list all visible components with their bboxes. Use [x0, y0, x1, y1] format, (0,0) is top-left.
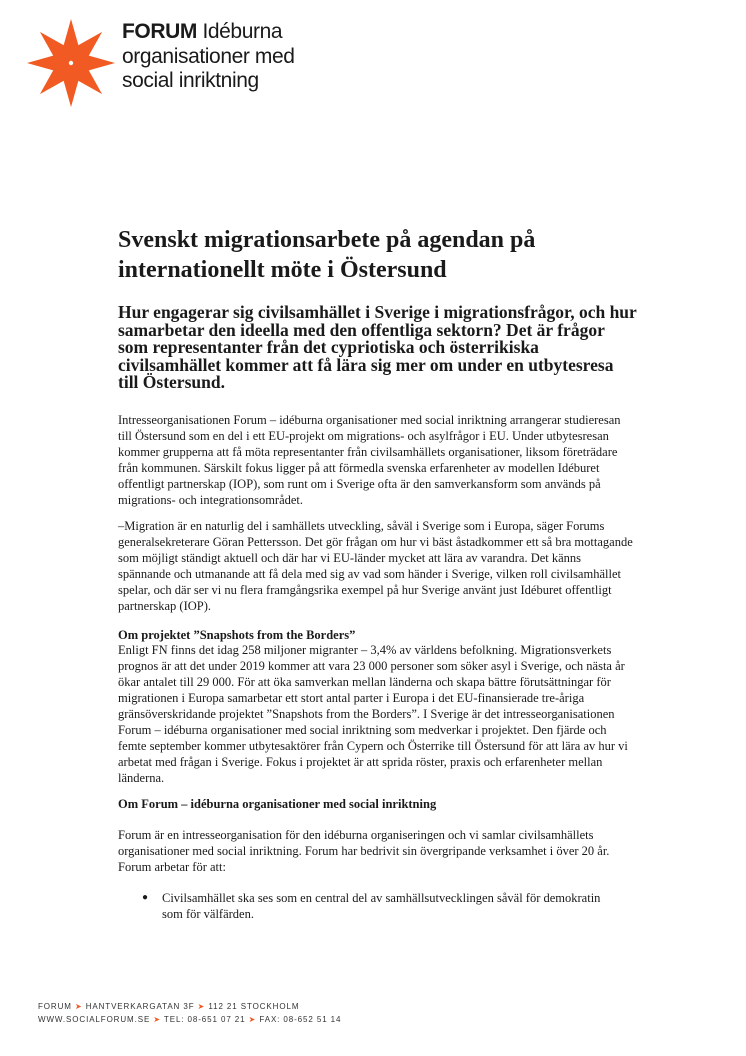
- bullet-text: Civilsamhället ska ses som en central del av samhällsutvecklingen såväl för demokratin som för välfärden.: [162, 891, 601, 921]
- logo-line3: social inriktning: [122, 69, 259, 92]
- logo-wordmark: [122, 20, 295, 94]
- arrow-icon: ➤: [74, 1002, 83, 1011]
- page-footer: [38, 1000, 341, 1026]
- footer-phone: TEL: 08-651 07 21: [163, 1015, 246, 1024]
- logo-line1: Idéburna: [202, 20, 283, 43]
- list-item: [142, 890, 622, 922]
- footer-city: 112 21 STOCKHOLM: [208, 1002, 300, 1011]
- footer-fax: FAX: 08-652 51 14: [259, 1015, 342, 1024]
- footer-org: FORUM: [38, 1002, 72, 1011]
- logo-brand: FORUM: [122, 20, 197, 43]
- document-title: Svenskt migrationsarbete på agendan på internationellt möte i Östersund: [118, 227, 536, 283]
- heading-project: Om projektet ”Snapshots from the Borders”: [118, 628, 356, 642]
- bullet-dot-icon: ●: [142, 892, 149, 903]
- paragraph-intro: Intresseorganisationen Forum – idéburna organisationer med social inriktning arrangerar studieresan till Östersund som en del i ett EU-projekt om migrations- och asylfrågor i EU. Under utbytesresan kommer grupperna att få möta representanter från civilsamhällets organisationer, liksom företrädare från kommunen. Särskilt fokus ligger på att förmedla svenska erfarenheter av modellen Idéburet offentligt partnerskap (IOP), som runt om i Sverige ofta är den samverkansform som används på migrations- och integrationsområdet.: [118, 413, 621, 507]
- arrow-icon: ➤: [153, 1015, 161, 1024]
- paragraph-about-forum: Forum är en intresseorganisation för den idéburna organiseringen och vi samlar civilsamhällets organisationer med social inriktning. Forum har bedrivit sin övergripande verksamhet i över 20 år. Forum arbetar för att:: [118, 828, 610, 874]
- paragraph-project: Enligt FN finns det idag 258 miljoner migranter – 3,4% av världens befolkning. Migrationsverkets prognos är att det under 2019 kommer att vara 23 000 personer som söker asyl i Sverige, och nästa år ökar antalet till 29 000. För att öka samverkan mellan länderna och skapa bättre förutsättningar för migrationen i Europa samarbetar ett stort antal parter i Europa i det EU-finansierade tre-åriga gränsöverskridande projektet ”Snapshots from the Borders”. I Sverige är det intresseorganisationen Forum – idéburna organisationer med social inriktning som medverkar i projektet. Den fjärde och femte september kommer utbytesaktörer från Cypern och Österrike till Östersund för att lära av hur vi arbetat med frågan i Sverige. Fokus i projektet är att sprida röster, praxis och erfarenheter mellan länderna.: [118, 643, 628, 785]
- paragraph-quote: –Migration är en naturlig del i samhällets utveckling, såväl i Sverige som i Europa, säger Forums generalsekreterare Göran Pettersson. Det gör frågan om hur vi bäst åstadkommer ett så bra mottagande som möjligt ständigt aktuell och där har vi EU-länder mycket att lära av varandra. Det känns spännande och utmanande att få dela med sig av vad som händer i Sverige, vilken roll civilsamhället spelar, och där ser vi nu flera framgångsrika exempel på hur Sverige använt just Idéburet offentligt partnerskap (IOP).: [118, 519, 633, 613]
- arrow-icon: ➤: [197, 1002, 206, 1011]
- arrow-icon: ➤: [248, 1015, 257, 1024]
- logo-line2: organisationer med: [122, 44, 295, 68]
- heading-about-forum: Om Forum – idéburna organisationer med social inriktning: [118, 797, 437, 811]
- footer-address: HANTVERKARGATAN 3F: [85, 1002, 195, 1011]
- footer-website[interactable]: WWW.SOCIALFORUM.SE: [38, 1015, 151, 1024]
- lead-paragraph: Hur engagerar sig civilsamhället i Sverige i migrationsfrågor, och hur samarbetar den ideella med den offentliga sektorn? Det är frågor som representanter från det cypriotiska och österrikiska civilsamhället kommer att få lära sig mer om under en utbytesresa till Östersund.: [118, 302, 637, 392]
- forum-star-logo-icon: [26, 18, 116, 108]
